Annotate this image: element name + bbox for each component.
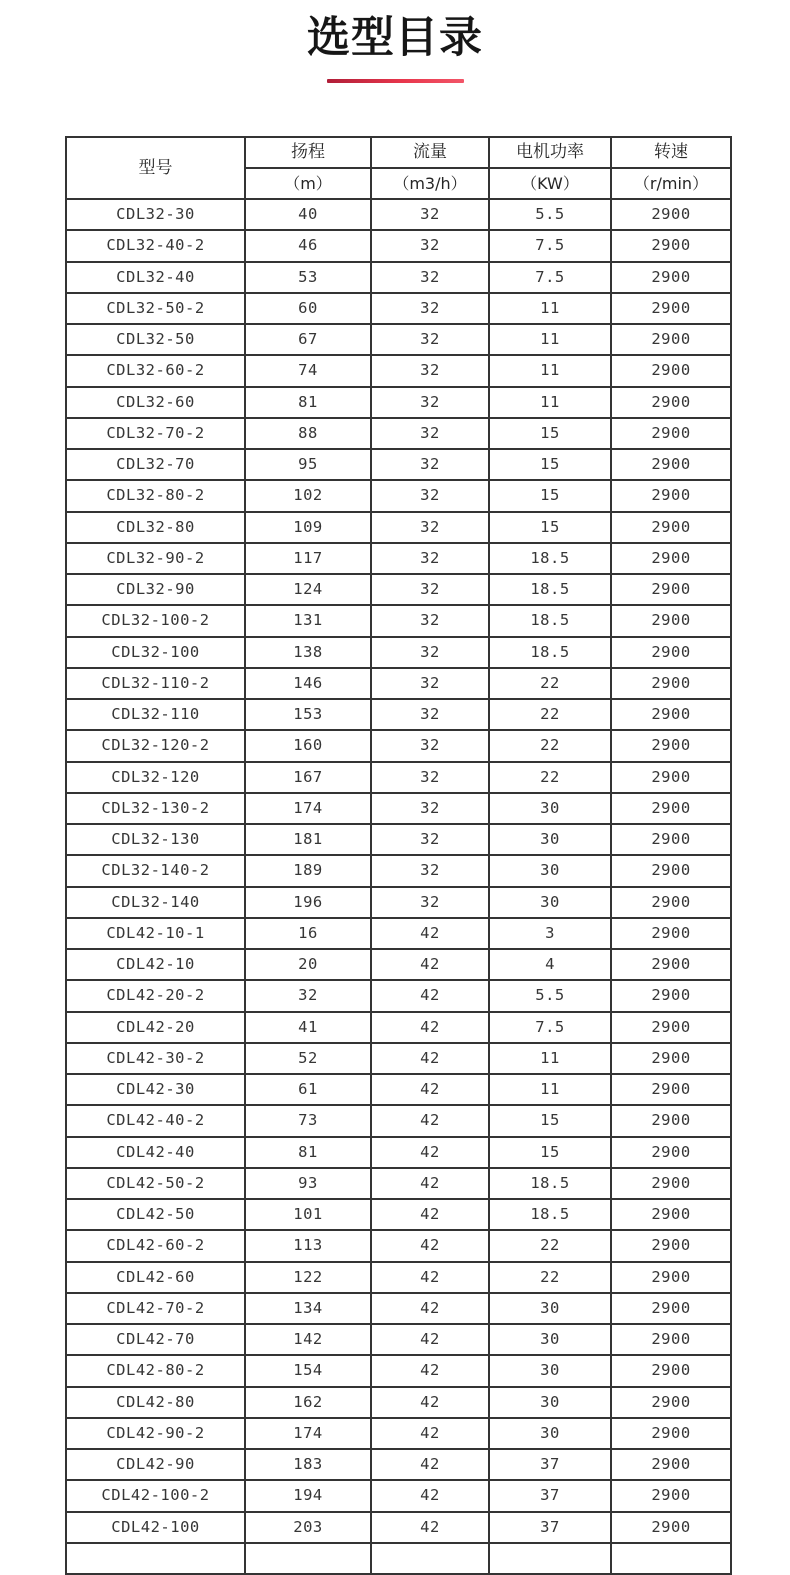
header-head-unit: （m） — [245, 168, 371, 199]
head-cell: 117 — [245, 543, 371, 574]
table-row — [66, 1512, 731, 1543]
speed-cell: 2900 — [611, 855, 731, 886]
power-cell: 30 — [489, 855, 611, 886]
model-cell: CDL32-40-2 — [66, 230, 245, 261]
speed-cell: 2900 — [611, 1418, 731, 1449]
model-cell: CDL42-80-2 — [66, 1355, 245, 1386]
table-row — [66, 793, 731, 824]
head-cell: 142 — [245, 1324, 371, 1355]
model-cell: CDL42-80 — [66, 1387, 245, 1418]
table-row — [66, 1324, 731, 1355]
speed-cell: 2900 — [611, 1105, 731, 1136]
table-row — [66, 730, 731, 761]
flow-cell: 42 — [371, 1262, 489, 1293]
power-cell: 37 — [489, 1480, 611, 1511]
header-label-row — [66, 137, 731, 168]
table-row-partial — [66, 1543, 731, 1574]
table-row — [66, 449, 731, 480]
head-cell: 174 — [245, 1418, 371, 1449]
table-row — [66, 512, 731, 543]
model-cell: CDL32-50 — [66, 324, 245, 355]
flow-cell: 42 — [371, 1449, 489, 1480]
head-cell: 20 — [245, 949, 371, 980]
head-cell: 74 — [245, 355, 371, 386]
speed-cell: 2900 — [611, 1293, 731, 1324]
empty-cell — [611, 1543, 731, 1574]
model-cell: CDL42-60 — [66, 1262, 245, 1293]
table-row — [66, 1074, 731, 1105]
head-cell: 162 — [245, 1387, 371, 1418]
head-cell: 40 — [245, 199, 371, 230]
table-row — [66, 324, 731, 355]
flow-cell: 42 — [371, 1355, 489, 1386]
power-cell: 11 — [489, 1074, 611, 1105]
flow-cell: 42 — [371, 1199, 489, 1230]
head-cell: 88 — [245, 418, 371, 449]
speed-cell: 2900 — [611, 1199, 731, 1230]
power-cell: 15 — [489, 512, 611, 543]
empty-cell — [66, 1543, 245, 1574]
speed-cell: 2900 — [611, 418, 731, 449]
flow-cell: 32 — [371, 355, 489, 386]
speed-cell: 2900 — [611, 512, 731, 543]
head-cell: 61 — [245, 1074, 371, 1105]
power-cell: 22 — [489, 668, 611, 699]
flow-cell: 42 — [371, 918, 489, 949]
power-cell: 3 — [489, 918, 611, 949]
speed-cell: 2900 — [611, 824, 731, 855]
speed-cell: 2900 — [611, 574, 731, 605]
model-cell: CDL42-100 — [66, 1512, 245, 1543]
flow-cell: 32 — [371, 230, 489, 261]
flow-cell: 32 — [371, 574, 489, 605]
table-row — [66, 824, 731, 855]
head-cell: 53 — [245, 262, 371, 293]
power-cell: 5.5 — [489, 980, 611, 1011]
power-cell: 18.5 — [489, 605, 611, 636]
table-row — [66, 1012, 731, 1043]
model-cell: CDL32-130-2 — [66, 793, 245, 824]
power-cell: 11 — [489, 293, 611, 324]
header-model: 型号 — [66, 137, 245, 199]
head-cell: 93 — [245, 1168, 371, 1199]
power-cell: 18.5 — [489, 637, 611, 668]
model-cell: CDL32-100 — [66, 637, 245, 668]
table-row — [66, 574, 731, 605]
flow-cell: 42 — [371, 1480, 489, 1511]
page-title: 选型目录 — [307, 13, 483, 63]
speed-cell: 2900 — [611, 1512, 731, 1543]
head-cell: 52 — [245, 1043, 371, 1074]
power-cell: 22 — [489, 1230, 611, 1261]
power-cell: 30 — [489, 1355, 611, 1386]
flow-cell: 32 — [371, 480, 489, 511]
head-cell: 131 — [245, 605, 371, 636]
table-row — [66, 855, 731, 886]
header-flow-unit: （m3/h） — [371, 168, 489, 199]
table-row — [66, 1480, 731, 1511]
model-cell: CDL32-130 — [66, 824, 245, 855]
head-cell: 154 — [245, 1355, 371, 1386]
model-cell: CDL32-90-2 — [66, 543, 245, 574]
head-cell: 160 — [245, 730, 371, 761]
power-cell: 18.5 — [489, 1199, 611, 1230]
model-cell: CDL42-70-2 — [66, 1293, 245, 1324]
speed-cell: 2900 — [611, 387, 731, 418]
title-underline-accent — [327, 79, 464, 83]
model-cell: CDL32-70 — [66, 449, 245, 480]
model-cell: CDL42-40 — [66, 1137, 245, 1168]
table-row — [66, 605, 731, 636]
head-cell: 67 — [245, 324, 371, 355]
flow-cell: 42 — [371, 1168, 489, 1199]
power-cell: 30 — [489, 887, 611, 918]
speed-cell: 2900 — [611, 293, 731, 324]
empty-cell — [489, 1543, 611, 1574]
speed-cell: 2900 — [611, 637, 731, 668]
power-cell: 11 — [489, 1043, 611, 1074]
power-cell: 30 — [489, 1293, 611, 1324]
speed-cell: 2900 — [611, 1480, 731, 1511]
model-cell: CDL42-30-2 — [66, 1043, 245, 1074]
speed-cell: 2900 — [611, 1262, 731, 1293]
head-cell: 134 — [245, 1293, 371, 1324]
speed-cell: 2900 — [611, 1137, 731, 1168]
head-cell: 102 — [245, 480, 371, 511]
speed-cell: 2900 — [611, 1074, 731, 1105]
head-cell: 109 — [245, 512, 371, 543]
table-row — [66, 918, 731, 949]
speed-cell: 2900 — [611, 699, 731, 730]
head-cell: 81 — [245, 387, 371, 418]
power-cell: 37 — [489, 1512, 611, 1543]
flow-cell: 32 — [371, 418, 489, 449]
table-row — [66, 355, 731, 386]
header-flow: 流量 — [371, 137, 489, 168]
speed-cell: 2900 — [611, 1449, 731, 1480]
flow-cell: 42 — [371, 980, 489, 1011]
flow-cell: 42 — [371, 1074, 489, 1105]
head-cell: 194 — [245, 1480, 371, 1511]
flow-cell: 32 — [371, 262, 489, 293]
model-cell: CDL42-50-2 — [66, 1168, 245, 1199]
table-row — [66, 980, 731, 1011]
head-cell: 81 — [245, 1137, 371, 1168]
speed-cell: 2900 — [611, 793, 731, 824]
power-cell: 30 — [489, 1418, 611, 1449]
speed-cell: 2900 — [611, 730, 731, 761]
flow-cell: 32 — [371, 512, 489, 543]
flow-cell: 42 — [371, 1387, 489, 1418]
flow-cell: 42 — [371, 1324, 489, 1355]
power-cell: 30 — [489, 1324, 611, 1355]
speed-cell: 2900 — [611, 980, 731, 1011]
speed-cell: 2900 — [611, 762, 731, 793]
flow-cell: 42 — [371, 949, 489, 980]
model-cell: CDL32-80 — [66, 512, 245, 543]
catalog-table-container — [65, 136, 790, 1575]
head-cell: 181 — [245, 824, 371, 855]
table-row — [66, 1293, 731, 1324]
flow-cell: 32 — [371, 199, 489, 230]
power-cell: 30 — [489, 793, 611, 824]
head-cell: 167 — [245, 762, 371, 793]
speed-cell: 2900 — [611, 668, 731, 699]
flow-cell: 42 — [371, 1012, 489, 1043]
table-row — [66, 887, 731, 918]
speed-cell: 2900 — [611, 887, 731, 918]
header-power-unit: （KW） — [489, 168, 611, 199]
head-cell: 16 — [245, 918, 371, 949]
power-cell: 15 — [489, 1105, 611, 1136]
flow-cell: 32 — [371, 762, 489, 793]
table-row — [66, 1137, 731, 1168]
header-power: 电机功率 — [489, 137, 611, 168]
head-cell: 189 — [245, 855, 371, 886]
flow-cell: 42 — [371, 1512, 489, 1543]
speed-cell: 2900 — [611, 1168, 731, 1199]
model-cell: CDL32-80-2 — [66, 480, 245, 511]
model-cell: CDL42-60-2 — [66, 1230, 245, 1261]
speed-cell: 2900 — [611, 1230, 731, 1261]
flow-cell: 32 — [371, 699, 489, 730]
table-row — [66, 1105, 731, 1136]
table-row — [66, 1168, 731, 1199]
table-row — [66, 949, 731, 980]
speed-cell: 2900 — [611, 262, 731, 293]
power-cell: 15 — [489, 1137, 611, 1168]
head-cell: 196 — [245, 887, 371, 918]
table-row — [66, 1387, 731, 1418]
power-cell: 15 — [489, 449, 611, 480]
power-cell: 18.5 — [489, 1168, 611, 1199]
power-cell: 18.5 — [489, 543, 611, 574]
table-body — [66, 199, 731, 1574]
power-cell: 5.5 — [489, 199, 611, 230]
power-cell: 11 — [489, 387, 611, 418]
head-cell: 101 — [245, 1199, 371, 1230]
header-speed-unit: （r/min） — [611, 168, 731, 199]
power-cell: 30 — [489, 1387, 611, 1418]
head-cell: 73 — [245, 1105, 371, 1136]
head-cell: 46 — [245, 230, 371, 261]
model-cell: CDL32-120 — [66, 762, 245, 793]
model-cell: CDL32-60 — [66, 387, 245, 418]
power-cell: 7.5 — [489, 230, 611, 261]
power-cell: 15 — [489, 418, 611, 449]
power-cell: 18.5 — [489, 574, 611, 605]
head-cell: 122 — [245, 1262, 371, 1293]
model-cell: CDL32-70-2 — [66, 418, 245, 449]
power-cell: 11 — [489, 324, 611, 355]
head-cell: 138 — [245, 637, 371, 668]
model-cell: CDL42-70 — [66, 1324, 245, 1355]
table-row — [66, 668, 731, 699]
model-cell: CDL42-10 — [66, 949, 245, 980]
flow-cell: 42 — [371, 1105, 489, 1136]
model-cell: CDL42-50 — [66, 1199, 245, 1230]
speed-cell: 2900 — [611, 324, 731, 355]
power-cell: 7.5 — [489, 262, 611, 293]
table-row — [66, 1262, 731, 1293]
model-cell: CDL32-110 — [66, 699, 245, 730]
model-cell: CDL32-100-2 — [66, 605, 245, 636]
table-row — [66, 699, 731, 730]
flow-cell: 32 — [371, 387, 489, 418]
head-cell: 124 — [245, 574, 371, 605]
flow-cell: 32 — [371, 824, 489, 855]
table-row — [66, 1199, 731, 1230]
power-cell: 22 — [489, 762, 611, 793]
flow-cell: 32 — [371, 324, 489, 355]
flow-cell: 32 — [371, 730, 489, 761]
speed-cell: 2900 — [611, 949, 731, 980]
model-cell: CDL42-20-2 — [66, 980, 245, 1011]
speed-cell: 2900 — [611, 449, 731, 480]
model-cell: CDL32-110-2 — [66, 668, 245, 699]
header-speed: 转速 — [611, 137, 731, 168]
flow-cell: 42 — [371, 1043, 489, 1074]
power-cell: 22 — [489, 1262, 611, 1293]
table-row — [66, 637, 731, 668]
table-row — [66, 1043, 731, 1074]
table-row — [66, 387, 731, 418]
flow-cell: 32 — [371, 543, 489, 574]
model-cell: CDL32-30 — [66, 199, 245, 230]
power-cell: 7.5 — [489, 1012, 611, 1043]
model-cell: CDL32-60-2 — [66, 355, 245, 386]
flow-cell: 32 — [371, 293, 489, 324]
speed-cell: 2900 — [611, 1324, 731, 1355]
flow-cell: 32 — [371, 855, 489, 886]
speed-cell: 2900 — [611, 480, 731, 511]
table-row — [66, 1355, 731, 1386]
power-cell: 22 — [489, 730, 611, 761]
model-cell: CDL42-100-2 — [66, 1480, 245, 1511]
model-cell: CDL42-30 — [66, 1074, 245, 1105]
speed-cell: 2900 — [611, 605, 731, 636]
power-cell: 11 — [489, 355, 611, 386]
flow-cell: 42 — [371, 1137, 489, 1168]
empty-cell — [371, 1543, 489, 1574]
empty-cell — [245, 1543, 371, 1574]
flow-cell: 32 — [371, 449, 489, 480]
catalog-table — [65, 136, 732, 1575]
table-row — [66, 293, 731, 324]
speed-cell: 2900 — [611, 1387, 731, 1418]
flow-cell: 32 — [371, 637, 489, 668]
head-cell: 174 — [245, 793, 371, 824]
speed-cell: 2900 — [611, 355, 731, 386]
power-cell: 22 — [489, 699, 611, 730]
flow-cell: 42 — [371, 1418, 489, 1449]
table-row — [66, 1449, 731, 1480]
speed-cell: 2900 — [611, 543, 731, 574]
power-cell: 4 — [489, 949, 611, 980]
table-row — [66, 230, 731, 261]
speed-cell: 2900 — [611, 1043, 731, 1074]
table-row — [66, 480, 731, 511]
head-cell: 203 — [245, 1512, 371, 1543]
head-cell: 41 — [245, 1012, 371, 1043]
speed-cell: 2900 — [611, 1012, 731, 1043]
head-cell: 60 — [245, 293, 371, 324]
speed-cell: 2900 — [611, 918, 731, 949]
model-cell: CDL32-90 — [66, 574, 245, 605]
header-head: 扬程 — [245, 137, 371, 168]
head-cell: 146 — [245, 668, 371, 699]
table-row — [66, 543, 731, 574]
table-row — [66, 199, 731, 230]
model-cell: CDL42-90 — [66, 1449, 245, 1480]
table-row — [66, 1418, 731, 1449]
table-row — [66, 1230, 731, 1261]
flow-cell: 32 — [371, 605, 489, 636]
flow-cell: 32 — [371, 887, 489, 918]
head-cell: 32 — [245, 980, 371, 1011]
model-cell: CDL32-50-2 — [66, 293, 245, 324]
flow-cell: 42 — [371, 1293, 489, 1324]
table-row — [66, 762, 731, 793]
model-cell: CDL42-20 — [66, 1012, 245, 1043]
model-cell: CDL32-40 — [66, 262, 245, 293]
flow-cell: 32 — [371, 668, 489, 699]
model-cell: CDL32-140-2 — [66, 855, 245, 886]
speed-cell: 2900 — [611, 199, 731, 230]
model-cell: CDL42-40-2 — [66, 1105, 245, 1136]
power-cell: 30 — [489, 824, 611, 855]
power-cell: 37 — [489, 1449, 611, 1480]
model-cell: CDL42-90-2 — [66, 1418, 245, 1449]
table-row — [66, 418, 731, 449]
power-cell: 15 — [489, 480, 611, 511]
head-cell: 95 — [245, 449, 371, 480]
table-row — [66, 262, 731, 293]
head-cell: 153 — [245, 699, 371, 730]
speed-cell: 2900 — [611, 1355, 731, 1386]
table-header — [66, 137, 731, 199]
model-cell: CDL32-120-2 — [66, 730, 245, 761]
model-cell: CDL32-140 — [66, 887, 245, 918]
flow-cell: 32 — [371, 793, 489, 824]
speed-cell: 2900 — [611, 230, 731, 261]
head-cell: 183 — [245, 1449, 371, 1480]
head-cell: 113 — [245, 1230, 371, 1261]
flow-cell: 42 — [371, 1230, 489, 1261]
model-cell: CDL42-10-1 — [66, 918, 245, 949]
